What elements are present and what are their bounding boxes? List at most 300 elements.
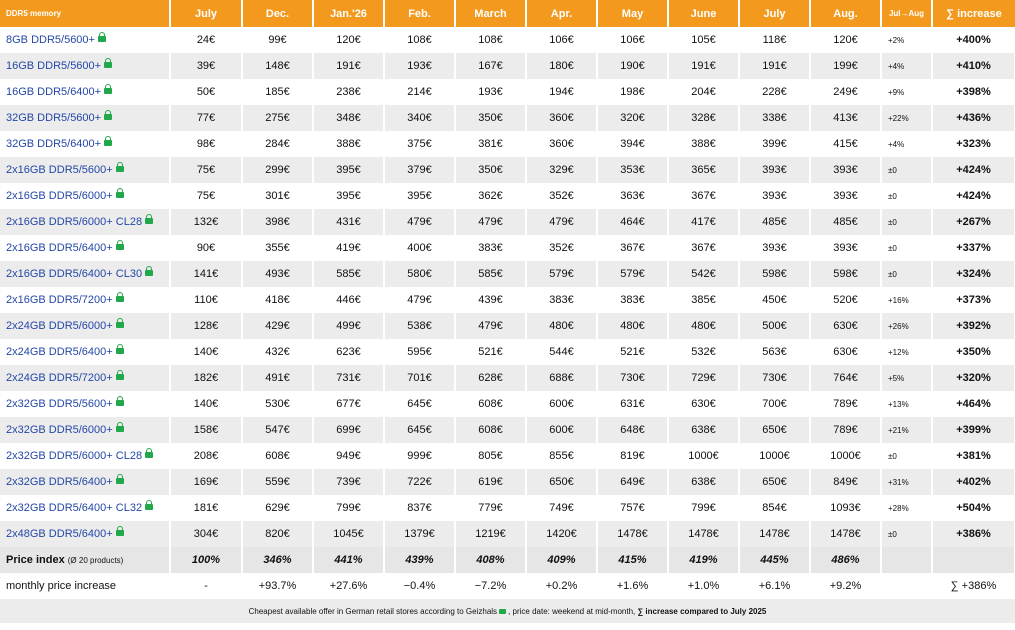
- price-cell: 789€: [810, 417, 881, 443]
- product-name-cell[interactable]: [0, 495, 170, 521]
- price-cell: 650€: [739, 417, 810, 443]
- total-increase-cell: +323%: [932, 131, 1015, 157]
- price-cell: 352€: [526, 235, 597, 261]
- price-cell: 395€: [384, 183, 455, 209]
- price-cell: 638€: [668, 417, 739, 443]
- price-cell: 521€: [597, 339, 668, 365]
- lock-icon: [116, 426, 124, 432]
- price-cell: 431€: [313, 209, 384, 235]
- price-cell: 181€: [170, 495, 242, 521]
- price-cell: 141€: [170, 261, 242, 287]
- monthly-cell: +27.6%: [313, 573, 384, 599]
- total-increase-cell: +399%: [932, 417, 1015, 443]
- total-increase-cell: +320%: [932, 365, 1015, 391]
- price-cell: 167€: [455, 53, 526, 79]
- delta-cell: +2%: [881, 27, 932, 53]
- table-row: [0, 131, 1015, 157]
- lock-icon: [145, 270, 153, 276]
- product-name-cell[interactable]: [0, 443, 170, 469]
- price-cell: 485€: [739, 209, 810, 235]
- price-cell: 238€: [313, 79, 384, 105]
- product-link[interactable]: 32GB DDR5/5600+: [6, 112, 102, 124]
- product-link[interactable]: 16GB DDR5/5600+: [6, 60, 102, 72]
- product-link[interactable]: 2x48GB DDR5/6400+: [6, 528, 113, 540]
- price-cell: 39€: [170, 53, 242, 79]
- total-increase-cell: +381%: [932, 443, 1015, 469]
- delta-header: Jul→Aug: [881, 0, 932, 27]
- table-row: [0, 157, 1015, 183]
- price-cell: 480€: [668, 313, 739, 339]
- price-cell: 191€: [668, 53, 739, 79]
- lock-icon: [116, 296, 124, 302]
- price-cell: 50€: [170, 79, 242, 105]
- price-cell: 418€: [242, 287, 313, 313]
- product-link[interactable]: 2x16GB DDR5/5600+: [6, 164, 113, 176]
- product-link[interactable]: 2x32GB DDR5/6400+: [6, 476, 113, 488]
- price-cell: 1000€: [810, 443, 881, 469]
- month-header: May: [597, 0, 668, 27]
- price-cell: 350€: [455, 157, 526, 183]
- price-cell: 855€: [526, 443, 597, 469]
- month-header: Apr.: [526, 0, 597, 27]
- total-increase-cell: +400%: [932, 27, 1015, 53]
- price-cell: 383€: [597, 287, 668, 313]
- price-cell: 185€: [242, 79, 313, 105]
- price-cell: 393€: [739, 157, 810, 183]
- table-row: [0, 287, 1015, 313]
- price-cell: 538€: [384, 313, 455, 339]
- price-cell: 128€: [170, 313, 242, 339]
- price-cell: 360€: [526, 131, 597, 157]
- total-increase-cell: +386%: [932, 521, 1015, 547]
- price-cell: 820€: [242, 521, 313, 547]
- table-body: [0, 27, 1015, 547]
- monthly-total-cell: ∑ +386%: [932, 573, 1015, 599]
- lock-icon: [145, 452, 153, 458]
- monthly-cell: +93.7%: [242, 573, 313, 599]
- price-cell: 650€: [739, 469, 810, 495]
- price-cell: 779€: [455, 495, 526, 521]
- price-cell: 191€: [739, 53, 810, 79]
- table-title: DDR5 memory: [0, 0, 170, 27]
- price-cell: 304€: [170, 521, 242, 547]
- month-header: Feb.: [384, 0, 455, 27]
- price-cell: 132€: [170, 209, 242, 235]
- price-cell: 598€: [810, 261, 881, 287]
- index-total-cell: [932, 547, 1015, 573]
- lock-icon: [116, 400, 124, 406]
- lock-icon: [145, 218, 153, 224]
- lock-icon: [116, 478, 124, 484]
- price-cell: 1093€: [810, 495, 881, 521]
- total-increase-cell: +337%: [932, 235, 1015, 261]
- price-cell: 500€: [739, 313, 810, 339]
- price-cell: 193€: [455, 79, 526, 105]
- price-cell: 329€: [526, 157, 597, 183]
- price-cell: 120€: [810, 27, 881, 53]
- product-name-cell[interactable]: [0, 339, 170, 365]
- index-delta-cell: [881, 547, 932, 573]
- price-cell: 340€: [384, 105, 455, 131]
- price-cell: 730€: [597, 365, 668, 391]
- price-cell: 388€: [668, 131, 739, 157]
- price-cell: 493€: [242, 261, 313, 287]
- total-increase-cell: +424%: [932, 157, 1015, 183]
- price-cell: 208€: [170, 443, 242, 469]
- delta-cell: +31%: [881, 469, 932, 495]
- lock-icon: [145, 504, 153, 510]
- monthly-cell: +0.2%: [526, 573, 597, 599]
- delta-cell: ±0: [881, 157, 932, 183]
- price-cell: 140€: [170, 339, 242, 365]
- product-link[interactable]: 2x32GB DDR5/6400+ CL32: [6, 502, 143, 514]
- price-cell: 169€: [170, 469, 242, 495]
- product-name-cell[interactable]: [0, 417, 170, 443]
- month-header: Dec.: [242, 0, 313, 27]
- price-cell: 799€: [313, 495, 384, 521]
- table-row: [0, 183, 1015, 209]
- monthly-cell: −0.4%: [384, 573, 455, 599]
- product-link[interactable]: 2x32GB DDR5/6000+ CL28: [6, 450, 143, 462]
- delta-cell: +9%: [881, 79, 932, 105]
- index-cell: 346%: [242, 547, 313, 573]
- price-cell: 388€: [313, 131, 384, 157]
- lock-icon: [104, 114, 112, 120]
- table-row: [0, 443, 1015, 469]
- price-cell: 479€: [526, 209, 597, 235]
- month-header: July: [170, 0, 242, 27]
- price-cell: 595€: [384, 339, 455, 365]
- delta-cell: +16%: [881, 287, 932, 313]
- delta-cell: ±0: [881, 443, 932, 469]
- price-cell: 648€: [597, 417, 668, 443]
- price-index-label: [0, 547, 170, 573]
- product-link[interactable]: 2x16GB DDR5/7200+: [6, 294, 113, 306]
- price-cell: 1478€: [739, 521, 810, 547]
- delta-cell: +5%: [881, 365, 932, 391]
- price-cell: 837€: [384, 495, 455, 521]
- price-cell: 650€: [526, 469, 597, 495]
- product-link[interactable]: 8GB DDR5/5600+: [6, 34, 95, 46]
- price-cell: 352€: [526, 183, 597, 209]
- lock-icon: [499, 609, 506, 614]
- price-cell: 194€: [526, 79, 597, 105]
- header-row: [0, 0, 1015, 27]
- lock-icon: [104, 62, 112, 68]
- month-header: March: [455, 0, 526, 27]
- price-cell: 623€: [313, 339, 384, 365]
- price-cell: 585€: [313, 261, 384, 287]
- table-row: [0, 417, 1015, 443]
- product-link[interactable]: 2x16GB DDR5/6000+ CL28: [6, 216, 143, 228]
- price-cell: 608€: [455, 391, 526, 417]
- lock-icon: [116, 322, 124, 328]
- price-cell: 395€: [313, 157, 384, 183]
- price-cell: 415€: [810, 131, 881, 157]
- price-cell: 731€: [313, 365, 384, 391]
- price-cell: 191€: [313, 53, 384, 79]
- product-name-cell[interactable]: [0, 105, 170, 131]
- product-name-cell[interactable]: [0, 235, 170, 261]
- index-cell: 441%: [313, 547, 384, 573]
- table-row: [0, 469, 1015, 495]
- price-cell: 328€: [668, 105, 739, 131]
- price-cell: 394€: [597, 131, 668, 157]
- price-cell: 353€: [597, 157, 668, 183]
- price-cell: 148€: [242, 53, 313, 79]
- price-cell: 108€: [384, 27, 455, 53]
- delta-cell: +28%: [881, 495, 932, 521]
- price-cell: 789€: [810, 391, 881, 417]
- product-link[interactable]: 2x32GB DDR5/5600+: [6, 398, 113, 410]
- price-index-row: [0, 547, 1015, 573]
- price-cell: 688€: [526, 365, 597, 391]
- index-cell: 409%: [526, 547, 597, 573]
- total-header: ∑ increase: [932, 0, 1015, 27]
- lock-icon: [116, 244, 124, 250]
- delta-cell: ±0: [881, 183, 932, 209]
- lock-icon: [116, 348, 124, 354]
- product-link[interactable]: 2x16GB DDR5/6400+: [6, 242, 113, 254]
- price-cell: 450€: [739, 287, 810, 313]
- price-cell: 559€: [242, 469, 313, 495]
- lock-icon: [116, 166, 124, 172]
- lock-icon: [104, 88, 112, 94]
- product-link[interactable]: 2x32GB DDR5/6000+: [6, 424, 113, 436]
- total-increase-cell: +267%: [932, 209, 1015, 235]
- price-cell: 649€: [597, 469, 668, 495]
- table-row: [0, 261, 1015, 287]
- price-cell: 730€: [739, 365, 810, 391]
- price-cell: 1478€: [810, 521, 881, 547]
- price-cell: 108€: [455, 27, 526, 53]
- price-cell: 393€: [810, 183, 881, 209]
- delta-cell: ±0: [881, 209, 932, 235]
- price-cell: 367€: [668, 235, 739, 261]
- price-cell: 413€: [810, 105, 881, 131]
- price-cell: 949€: [313, 443, 384, 469]
- delta-cell: ±0: [881, 235, 932, 261]
- product-link[interactable]: 2x16GB DDR5/6400+ CL30: [6, 268, 143, 280]
- price-cell: 1000€: [739, 443, 810, 469]
- lock-icon: [116, 374, 124, 380]
- product-name-cell[interactable]: [0, 157, 170, 183]
- price-cell: 106€: [597, 27, 668, 53]
- price-cell: 491€: [242, 365, 313, 391]
- delta-cell: +22%: [881, 105, 932, 131]
- price-cell: 521€: [455, 339, 526, 365]
- price-cell: 379€: [384, 157, 455, 183]
- monthly-cell: +9.2%: [810, 573, 881, 599]
- price-cell: 542€: [668, 261, 739, 287]
- table-row: [0, 79, 1015, 105]
- price-cell: 579€: [526, 261, 597, 287]
- price-cell: 362€: [455, 183, 526, 209]
- price-cell: 700€: [739, 391, 810, 417]
- product-name-cell[interactable]: [0, 79, 170, 105]
- product-name-cell[interactable]: [0, 521, 170, 547]
- product-link[interactable]: 2x16GB DDR5/6000+: [6, 190, 113, 202]
- price-cell: 301€: [242, 183, 313, 209]
- price-cell: 77€: [170, 105, 242, 131]
- price-cell: 193€: [384, 53, 455, 79]
- product-name-cell[interactable]: [0, 53, 170, 79]
- product-link[interactable]: 16GB DDR5/6400+: [6, 86, 102, 98]
- product-link[interactable]: 2x24GB DDR5/6000+: [6, 320, 113, 332]
- product-name-cell[interactable]: [0, 391, 170, 417]
- product-name-cell[interactable]: [0, 27, 170, 53]
- price-cell: 367€: [597, 235, 668, 261]
- table-row: [0, 339, 1015, 365]
- product-name-cell[interactable]: [0, 469, 170, 495]
- price-cell: 90€: [170, 235, 242, 261]
- total-increase-cell: +402%: [932, 469, 1015, 495]
- price-cell: 399€: [739, 131, 810, 157]
- price-cell: 367€: [668, 183, 739, 209]
- product-link[interactable]: 2x24GB DDR5/7200+: [6, 372, 113, 384]
- monthly-cell: +1.6%: [597, 573, 668, 599]
- price-cell: 400€: [384, 235, 455, 261]
- delta-cell: +4%: [881, 53, 932, 79]
- delta-cell: +13%: [881, 391, 932, 417]
- price-cell: 479€: [384, 287, 455, 313]
- price-cell: 480€: [597, 313, 668, 339]
- delta-cell: +26%: [881, 313, 932, 339]
- price-cell: 338€: [739, 105, 810, 131]
- total-increase-cell: +464%: [932, 391, 1015, 417]
- price-cell: 299€: [242, 157, 313, 183]
- price-cell: 120€: [313, 27, 384, 53]
- price-cell: 1219€: [455, 521, 526, 547]
- footer-basis: ∑ increase compared to July 2025: [637, 606, 767, 616]
- price-cell: 99€: [242, 27, 313, 53]
- price-cell: 629€: [242, 495, 313, 521]
- price-cell: 854€: [739, 495, 810, 521]
- price-cell: 106€: [526, 27, 597, 53]
- lock-icon: [98, 36, 106, 42]
- price-cell: 417€: [668, 209, 739, 235]
- product-link[interactable]: 2x24GB DDR5/6400+: [6, 346, 113, 358]
- price-cell: 563€: [739, 339, 810, 365]
- table-row: [0, 365, 1015, 391]
- product-name-cell[interactable]: [0, 261, 170, 287]
- price-cell: 699€: [313, 417, 384, 443]
- price-cell: 819€: [597, 443, 668, 469]
- price-cell: 446€: [313, 287, 384, 313]
- month-header: Jan.'26: [313, 0, 384, 27]
- table-row: [0, 495, 1015, 521]
- price-cell: 419€: [313, 235, 384, 261]
- index-cell: 445%: [739, 547, 810, 573]
- total-increase-cell: +410%: [932, 53, 1015, 79]
- product-name-cell[interactable]: [0, 365, 170, 391]
- price-cell: 580€: [384, 261, 455, 287]
- monthly-cell: +1.0%: [668, 573, 739, 599]
- price-cell: 530€: [242, 391, 313, 417]
- price-cell: 198€: [597, 79, 668, 105]
- price-cell: 532€: [668, 339, 739, 365]
- price-cell: 999€: [384, 443, 455, 469]
- product-name-cell[interactable]: [0, 313, 170, 339]
- price-cell: 677€: [313, 391, 384, 417]
- price-cell: 432€: [242, 339, 313, 365]
- price-cell: 365€: [668, 157, 739, 183]
- price-cell: 1000€: [668, 443, 739, 469]
- delta-cell: ±0: [881, 261, 932, 287]
- total-increase-cell: +424%: [932, 183, 1015, 209]
- price-cell: 480€: [526, 313, 597, 339]
- product-name-cell[interactable]: [0, 183, 170, 209]
- footer-note: [0, 599, 1015, 623]
- product-name-cell[interactable]: [0, 287, 170, 313]
- price-cell: 645€: [384, 391, 455, 417]
- footer-date: , price date: weekend at mid-month,: [508, 606, 636, 616]
- delta-cell: +4%: [881, 131, 932, 157]
- price-cell: 275€: [242, 105, 313, 131]
- product-name-cell[interactable]: [0, 209, 170, 235]
- price-cell: 547€: [242, 417, 313, 443]
- price-cell: 363€: [597, 183, 668, 209]
- price-cell: 849€: [810, 469, 881, 495]
- price-cell: 98€: [170, 131, 242, 157]
- price-cell: 757€: [597, 495, 668, 521]
- price-cell: 383€: [455, 235, 526, 261]
- price-cell: 140€: [170, 391, 242, 417]
- price-cell: 429€: [242, 313, 313, 339]
- price-cell: 598€: [739, 261, 810, 287]
- price-cell: 585€: [455, 261, 526, 287]
- product-link[interactable]: 32GB DDR5/6400+: [6, 138, 102, 150]
- monthly-delta-cell: [881, 573, 932, 599]
- price-cell: 729€: [668, 365, 739, 391]
- price-cell: 479€: [384, 209, 455, 235]
- price-cell: 1379€: [384, 521, 455, 547]
- price-cell: 805€: [455, 443, 526, 469]
- table-row: [0, 521, 1015, 547]
- index-cell: 439%: [384, 547, 455, 573]
- index-cell: 415%: [597, 547, 668, 573]
- product-name-cell[interactable]: [0, 131, 170, 157]
- delta-cell: +12%: [881, 339, 932, 365]
- monthly-cell: +6.1%: [739, 573, 810, 599]
- table-row: [0, 53, 1015, 79]
- price-cell: 619€: [455, 469, 526, 495]
- price-cell: 199€: [810, 53, 881, 79]
- price-cell: 385€: [668, 287, 739, 313]
- total-increase-cell: +324%: [932, 261, 1015, 287]
- price-cell: 799€: [668, 495, 739, 521]
- price-cell: 393€: [810, 157, 881, 183]
- table-row: [0, 27, 1015, 53]
- price-cell: 355€: [242, 235, 313, 261]
- price-cell: 638€: [668, 469, 739, 495]
- price-cell: 479€: [455, 209, 526, 235]
- price-cell: 701€: [384, 365, 455, 391]
- price-cell: 75€: [170, 183, 242, 209]
- delta-cell: +21%: [881, 417, 932, 443]
- month-header: Aug.: [810, 0, 881, 27]
- price-cell: 249€: [810, 79, 881, 105]
- lock-icon: [116, 530, 124, 536]
- price-cell: 24€: [170, 27, 242, 53]
- price-cell: 1045€: [313, 521, 384, 547]
- price-cell: 628€: [455, 365, 526, 391]
- price-cell: 118€: [739, 27, 810, 53]
- table-row: [0, 313, 1015, 339]
- lock-icon: [104, 140, 112, 146]
- price-cell: 499€: [313, 313, 384, 339]
- table-row: [0, 235, 1015, 261]
